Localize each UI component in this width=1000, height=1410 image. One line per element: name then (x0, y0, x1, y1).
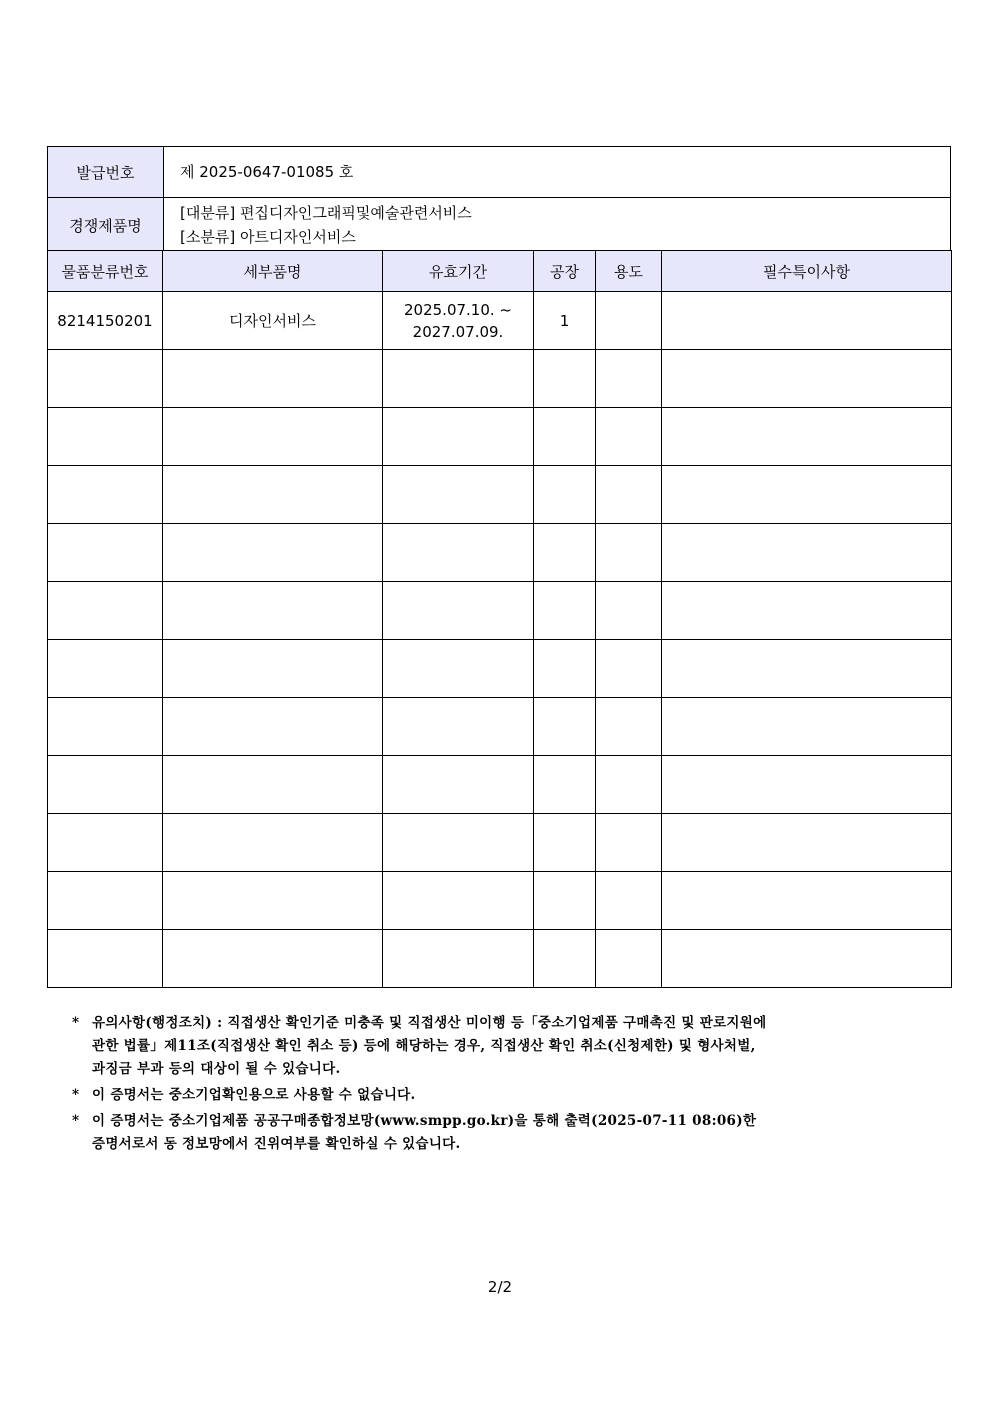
cell-code (48, 698, 163, 756)
cell-usage (596, 756, 662, 814)
cell-remarks (662, 408, 952, 466)
cell-item (163, 466, 383, 524)
cell-usage (596, 872, 662, 930)
cell-usage (596, 350, 662, 408)
cell-code (48, 640, 163, 698)
note-bullet: * (72, 1113, 80, 1129)
cell-factory (534, 466, 596, 524)
cell-item (163, 640, 383, 698)
cell-code (48, 930, 163, 988)
note-line: 증명서로서 동 정보망에서 진위여부를 확인하실 수 있습니다. (92, 1136, 461, 1152)
table-header-row (48, 251, 952, 292)
cell-remarks (662, 350, 952, 408)
cell-validity (383, 814, 534, 872)
cell-remarks (662, 930, 952, 988)
table-row (48, 466, 952, 524)
cell-item: 디자인서비스 (163, 292, 383, 350)
cell-factory (534, 582, 596, 640)
cell-validity (383, 582, 534, 640)
notes-section (72, 1012, 962, 1156)
cell-remarks (662, 640, 952, 698)
note-bullet: * (72, 1087, 80, 1103)
table-row (48, 930, 952, 988)
cell-usage (596, 640, 662, 698)
note-text (92, 1084, 962, 1107)
issue-number-value: 제 2025-0647-01085 호 (180, 163, 354, 181)
note-item (72, 1110, 962, 1156)
note-line: 이 증명서는 중소기업제품 공공구매종합정보망(www.smpp.go.kr)을 통해 출력(2025-07-11 08:06)한 (92, 1113, 757, 1129)
cell-validity (383, 466, 534, 524)
table-row (48, 640, 952, 698)
cell-usage (596, 408, 662, 466)
column-header-code: 물품분류번호 (48, 251, 163, 292)
note-line: 관한 법률」제11조(직접생산 확인 취소 등) 등에 해당하는 경우, 직접생산 확인 취소(신청제한) 및 형사처벌, (92, 1038, 756, 1054)
issue-number-row (48, 147, 950, 198)
cell-validity (383, 350, 534, 408)
cell-item (163, 350, 383, 408)
cell-factory (534, 930, 596, 988)
validity-start: 2025.07.10. ~ (404, 300, 512, 319)
cell-factory (534, 814, 596, 872)
cell-factory (534, 756, 596, 814)
cell-usage (596, 292, 662, 350)
note-text (92, 1110, 962, 1156)
cell-item (163, 408, 383, 466)
cell-usage (596, 698, 662, 756)
cell-code (48, 408, 163, 466)
cell-factory: 1 (534, 292, 596, 350)
cell-validity (383, 640, 534, 698)
table-row (48, 814, 952, 872)
note-line: 이 증명서는 중소기업확인용으로 사용할 수 없습니다. (92, 1087, 416, 1103)
table-row (48, 872, 952, 930)
cell-remarks (662, 466, 952, 524)
cell-remarks (662, 582, 952, 640)
cell-item (163, 698, 383, 756)
table-row (48, 292, 952, 350)
product-name-label: 경쟁제품명 (48, 198, 164, 252)
product-table (47, 250, 952, 988)
cell-remarks (662, 292, 952, 350)
validity-end: 2027.07.09. (412, 322, 504, 341)
column-header-factory: 공장 (534, 251, 596, 292)
cell-code (48, 524, 163, 582)
cell-code (48, 872, 163, 930)
cell-usage (596, 524, 662, 582)
column-header-validity: 유효기간 (383, 251, 534, 292)
cell-item (163, 814, 383, 872)
cell-code: 8214150201 (48, 292, 163, 350)
cell-item (163, 930, 383, 988)
cell-usage (596, 582, 662, 640)
cell-item (163, 756, 383, 814)
note-item (72, 1084, 962, 1107)
cell-item (163, 582, 383, 640)
cell-remarks (662, 756, 952, 814)
column-header-remarks: 필수특이사항 (662, 251, 952, 292)
table-row (48, 408, 952, 466)
note-item (72, 1012, 962, 1081)
cell-item (163, 872, 383, 930)
cell-factory (534, 698, 596, 756)
column-header-usage: 용도 (596, 251, 662, 292)
product-major-category: [대분류] 편집디자인그래픽및예술관련서비스 (180, 204, 472, 222)
note-line: 유의사항(행정조치) : 직접생산 확인기준 미충족 및 직접생산 미이행 등「중소기업제품 구매촉진 및 판로지원에 (92, 1015, 767, 1031)
cell-validity (383, 408, 534, 466)
cell-remarks (662, 698, 952, 756)
cell-validity (383, 930, 534, 988)
table-row (48, 698, 952, 756)
cell-validity (383, 524, 534, 582)
cell-code (48, 756, 163, 814)
cell-validity (383, 698, 534, 756)
cell-factory (534, 640, 596, 698)
cell-item (163, 524, 383, 582)
table-row (48, 524, 952, 582)
product-minor-category: [소분류] 아트디자인서비스 (180, 228, 356, 246)
cell-usage (596, 466, 662, 524)
cell-usage (596, 814, 662, 872)
cell-validity (383, 872, 534, 930)
cell-remarks (662, 872, 952, 930)
cell-factory (534, 350, 596, 408)
cell-code (48, 582, 163, 640)
note-text (92, 1012, 962, 1081)
cell-remarks (662, 814, 952, 872)
table-row (48, 582, 952, 640)
cell-validity (383, 292, 534, 350)
certificate-header (47, 146, 951, 253)
cell-factory (534, 872, 596, 930)
cell-factory (534, 408, 596, 466)
cell-remarks (662, 524, 952, 582)
column-header-item: 세부품명 (163, 251, 383, 292)
note-bullet: * (72, 1015, 80, 1031)
cell-code (48, 814, 163, 872)
table-row (48, 350, 952, 408)
cell-code (48, 350, 163, 408)
cell-code (48, 466, 163, 524)
note-line: 과징금 부과 등의 대상이 될 수 있습니다. (92, 1061, 341, 1077)
cell-usage (596, 930, 662, 988)
issue-number-label: 발급번호 (48, 147, 164, 197)
table-row (48, 756, 952, 814)
cell-validity (383, 756, 534, 814)
cell-factory (534, 524, 596, 582)
page-number: 2/2 (487, 1278, 513, 1296)
product-name-row (48, 198, 950, 253)
